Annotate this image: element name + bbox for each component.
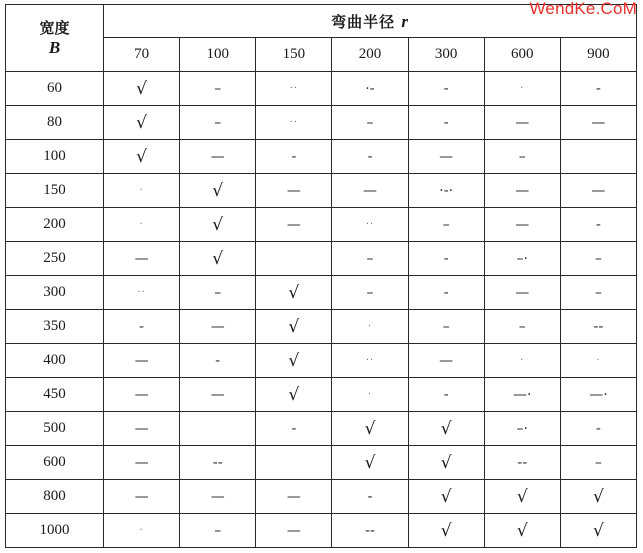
dash-mark-cell: — bbox=[104, 378, 180, 412]
dot-mark-cell: · bbox=[484, 344, 560, 378]
dot-mark-cell: · bbox=[104, 208, 180, 242]
dot-mark-cell: ·· bbox=[104, 276, 180, 310]
check-mark-cell: √ bbox=[408, 412, 484, 446]
dash-mark-cell: - bbox=[408, 276, 484, 310]
width-value-cell: 250 bbox=[6, 242, 104, 276]
table-row bbox=[6, 412, 637, 446]
empty-cell bbox=[180, 412, 256, 446]
dash-mark-cell: - bbox=[560, 412, 636, 446]
dash-mark-cell: — bbox=[560, 106, 636, 140]
width-value-cell: 80 bbox=[6, 106, 104, 140]
radius-column-header: 200 bbox=[332, 38, 408, 72]
dash-mark-cell: -- bbox=[332, 514, 408, 548]
dash-mark-cell: — bbox=[180, 378, 256, 412]
check-mark-cell: √ bbox=[408, 480, 484, 514]
dash-mark-cell: –· bbox=[484, 242, 560, 276]
width-header-symbol: B bbox=[48, 38, 61, 57]
table-row bbox=[6, 106, 637, 140]
dot-mark-cell: · bbox=[104, 174, 180, 208]
dash-mark-cell: — bbox=[256, 514, 332, 548]
width-header-cell bbox=[6, 5, 104, 72]
width-header-label: 宽度 bbox=[39, 19, 70, 37]
dash-mark-cell: – bbox=[180, 106, 256, 140]
dash-mark-cell: – bbox=[560, 242, 636, 276]
watermark-text: WendKe.CoM bbox=[529, 0, 637, 18]
dash-mark-cell: - bbox=[332, 480, 408, 514]
table-row bbox=[6, 72, 637, 106]
dash-mark-cell: – bbox=[408, 310, 484, 344]
dash-mark-cell: - bbox=[180, 344, 256, 378]
table-row bbox=[6, 242, 637, 276]
table-row bbox=[6, 480, 637, 514]
dash-mark-cell: — bbox=[256, 480, 332, 514]
check-mark-cell: √ bbox=[256, 344, 332, 378]
dash-mark-cell: — bbox=[332, 174, 408, 208]
dash-mark-cell: — bbox=[104, 480, 180, 514]
dash-mark-cell: -- bbox=[560, 310, 636, 344]
table-row bbox=[6, 174, 637, 208]
check-mark-cell: √ bbox=[180, 208, 256, 242]
empty-cell bbox=[560, 140, 636, 174]
dash-mark-cell: - bbox=[104, 310, 180, 344]
radius-column-header: 600 bbox=[484, 38, 560, 72]
dash-mark-cell: - bbox=[256, 140, 332, 174]
dot-mark-cell: · bbox=[560, 344, 636, 378]
width-value-cell: 400 bbox=[6, 344, 104, 378]
dot-mark-cell: · bbox=[104, 514, 180, 548]
check-mark-cell: √ bbox=[256, 276, 332, 310]
table-row bbox=[6, 140, 637, 174]
dash-mark-cell: —· bbox=[560, 378, 636, 412]
table-row bbox=[6, 310, 637, 344]
table-row bbox=[6, 378, 637, 412]
dash-mark-cell: - bbox=[332, 140, 408, 174]
width-value-cell: 150 bbox=[6, 174, 104, 208]
dash-mark-cell: –· bbox=[484, 412, 560, 446]
dash-mark-cell: - bbox=[408, 378, 484, 412]
dash-mark-cell: – bbox=[180, 72, 256, 106]
check-mark-cell: √ bbox=[408, 446, 484, 480]
dash-mark-cell: — bbox=[104, 446, 180, 480]
dash-mark-cell: — bbox=[104, 412, 180, 446]
dash-mark-cell: -- bbox=[180, 446, 256, 480]
check-mark-cell: √ bbox=[332, 412, 408, 446]
width-value-cell: 1000 bbox=[6, 514, 104, 548]
dash-mark-cell: – bbox=[484, 140, 560, 174]
dash-mark-cell: — bbox=[256, 174, 332, 208]
dot-mark-cell: · bbox=[332, 310, 408, 344]
check-mark-cell: √ bbox=[484, 514, 560, 548]
width-value-cell: 450 bbox=[6, 378, 104, 412]
dot-mark-cell: · bbox=[332, 378, 408, 412]
dash-mark-cell: — bbox=[484, 208, 560, 242]
dash-mark-cell: — bbox=[560, 174, 636, 208]
radius-column-header: 900 bbox=[560, 38, 636, 72]
dot-mark-cell: ·· bbox=[256, 72, 332, 106]
radius-column-header: 300 bbox=[408, 38, 484, 72]
radius-column-header: 100 bbox=[180, 38, 256, 72]
dash-mark-cell: -- bbox=[484, 446, 560, 480]
radius-column-header: 150 bbox=[256, 38, 332, 72]
dash-mark-cell: — bbox=[104, 242, 180, 276]
check-mark-cell: √ bbox=[180, 242, 256, 276]
dash-mark-cell: - bbox=[560, 208, 636, 242]
width-value-cell: 800 bbox=[6, 480, 104, 514]
bend-radius-table bbox=[5, 4, 637, 548]
dash-mark-cell: – bbox=[332, 106, 408, 140]
dash-mark-cell: - bbox=[560, 72, 636, 106]
width-value-cell: 60 bbox=[6, 72, 104, 106]
dot-mark-cell: · bbox=[484, 72, 560, 106]
dash-mark-cell: – bbox=[180, 514, 256, 548]
dash-mark-cell: – bbox=[560, 446, 636, 480]
check-mark-cell: √ bbox=[256, 378, 332, 412]
width-value-cell: 100 bbox=[6, 140, 104, 174]
dash-mark-cell: - bbox=[408, 242, 484, 276]
empty-cell bbox=[256, 242, 332, 276]
dash-mark-cell: — bbox=[484, 276, 560, 310]
table-row bbox=[6, 514, 637, 548]
dash-mark-cell: ·- bbox=[332, 72, 408, 106]
check-mark-cell: √ bbox=[332, 446, 408, 480]
width-value-cell: 500 bbox=[6, 412, 104, 446]
dash-mark-cell: — bbox=[180, 480, 256, 514]
dash-mark-cell: – bbox=[180, 276, 256, 310]
dash-mark-cell: — bbox=[408, 140, 484, 174]
radius-column-header: 70 bbox=[104, 38, 180, 72]
table-row bbox=[6, 276, 637, 310]
dot-mark-cell: ·· bbox=[256, 106, 332, 140]
check-mark-cell: √ bbox=[256, 310, 332, 344]
table-row bbox=[6, 344, 637, 378]
table-body bbox=[6, 72, 637, 548]
width-value-cell: 200 bbox=[6, 208, 104, 242]
dash-mark-cell: - bbox=[256, 412, 332, 446]
dash-mark-cell: – bbox=[484, 310, 560, 344]
check-mark-cell: √ bbox=[560, 514, 636, 548]
table-row bbox=[6, 446, 637, 480]
check-mark-cell: √ bbox=[104, 140, 180, 174]
dash-mark-cell: —· bbox=[484, 378, 560, 412]
dash-mark-cell: — bbox=[180, 140, 256, 174]
check-mark-cell: √ bbox=[104, 72, 180, 106]
dash-mark-cell: — bbox=[484, 106, 560, 140]
check-mark-cell: √ bbox=[408, 514, 484, 548]
dash-mark-cell: – bbox=[332, 276, 408, 310]
dash-mark-cell: — bbox=[104, 344, 180, 378]
dot-mark-cell: ·· bbox=[332, 344, 408, 378]
dash-mark-cell: – bbox=[408, 208, 484, 242]
empty-cell bbox=[256, 446, 332, 480]
width-value-cell: 600 bbox=[6, 446, 104, 480]
check-mark-cell: √ bbox=[484, 480, 560, 514]
dash-mark-cell: — bbox=[484, 174, 560, 208]
dash-mark-cell: - bbox=[408, 106, 484, 140]
table-row bbox=[6, 208, 637, 242]
check-mark-cell: √ bbox=[560, 480, 636, 514]
radius-header-label: 弯曲半径 bbox=[331, 12, 396, 31]
radius-header-symbol: r bbox=[401, 11, 409, 31]
dash-mark-cell: – bbox=[332, 242, 408, 276]
check-mark-cell: √ bbox=[104, 106, 180, 140]
dash-mark-cell: — bbox=[256, 208, 332, 242]
check-mark-cell: √ bbox=[180, 174, 256, 208]
dash-mark-cell: - bbox=[408, 72, 484, 106]
dash-mark-cell: ·-· bbox=[408, 174, 484, 208]
width-value-cell: 350 bbox=[6, 310, 104, 344]
width-value-cell: 300 bbox=[6, 276, 104, 310]
dash-mark-cell: — bbox=[408, 344, 484, 378]
dash-mark-cell: – bbox=[560, 276, 636, 310]
dot-mark-cell: ·· bbox=[332, 208, 408, 242]
dash-mark-cell: — bbox=[180, 310, 256, 344]
